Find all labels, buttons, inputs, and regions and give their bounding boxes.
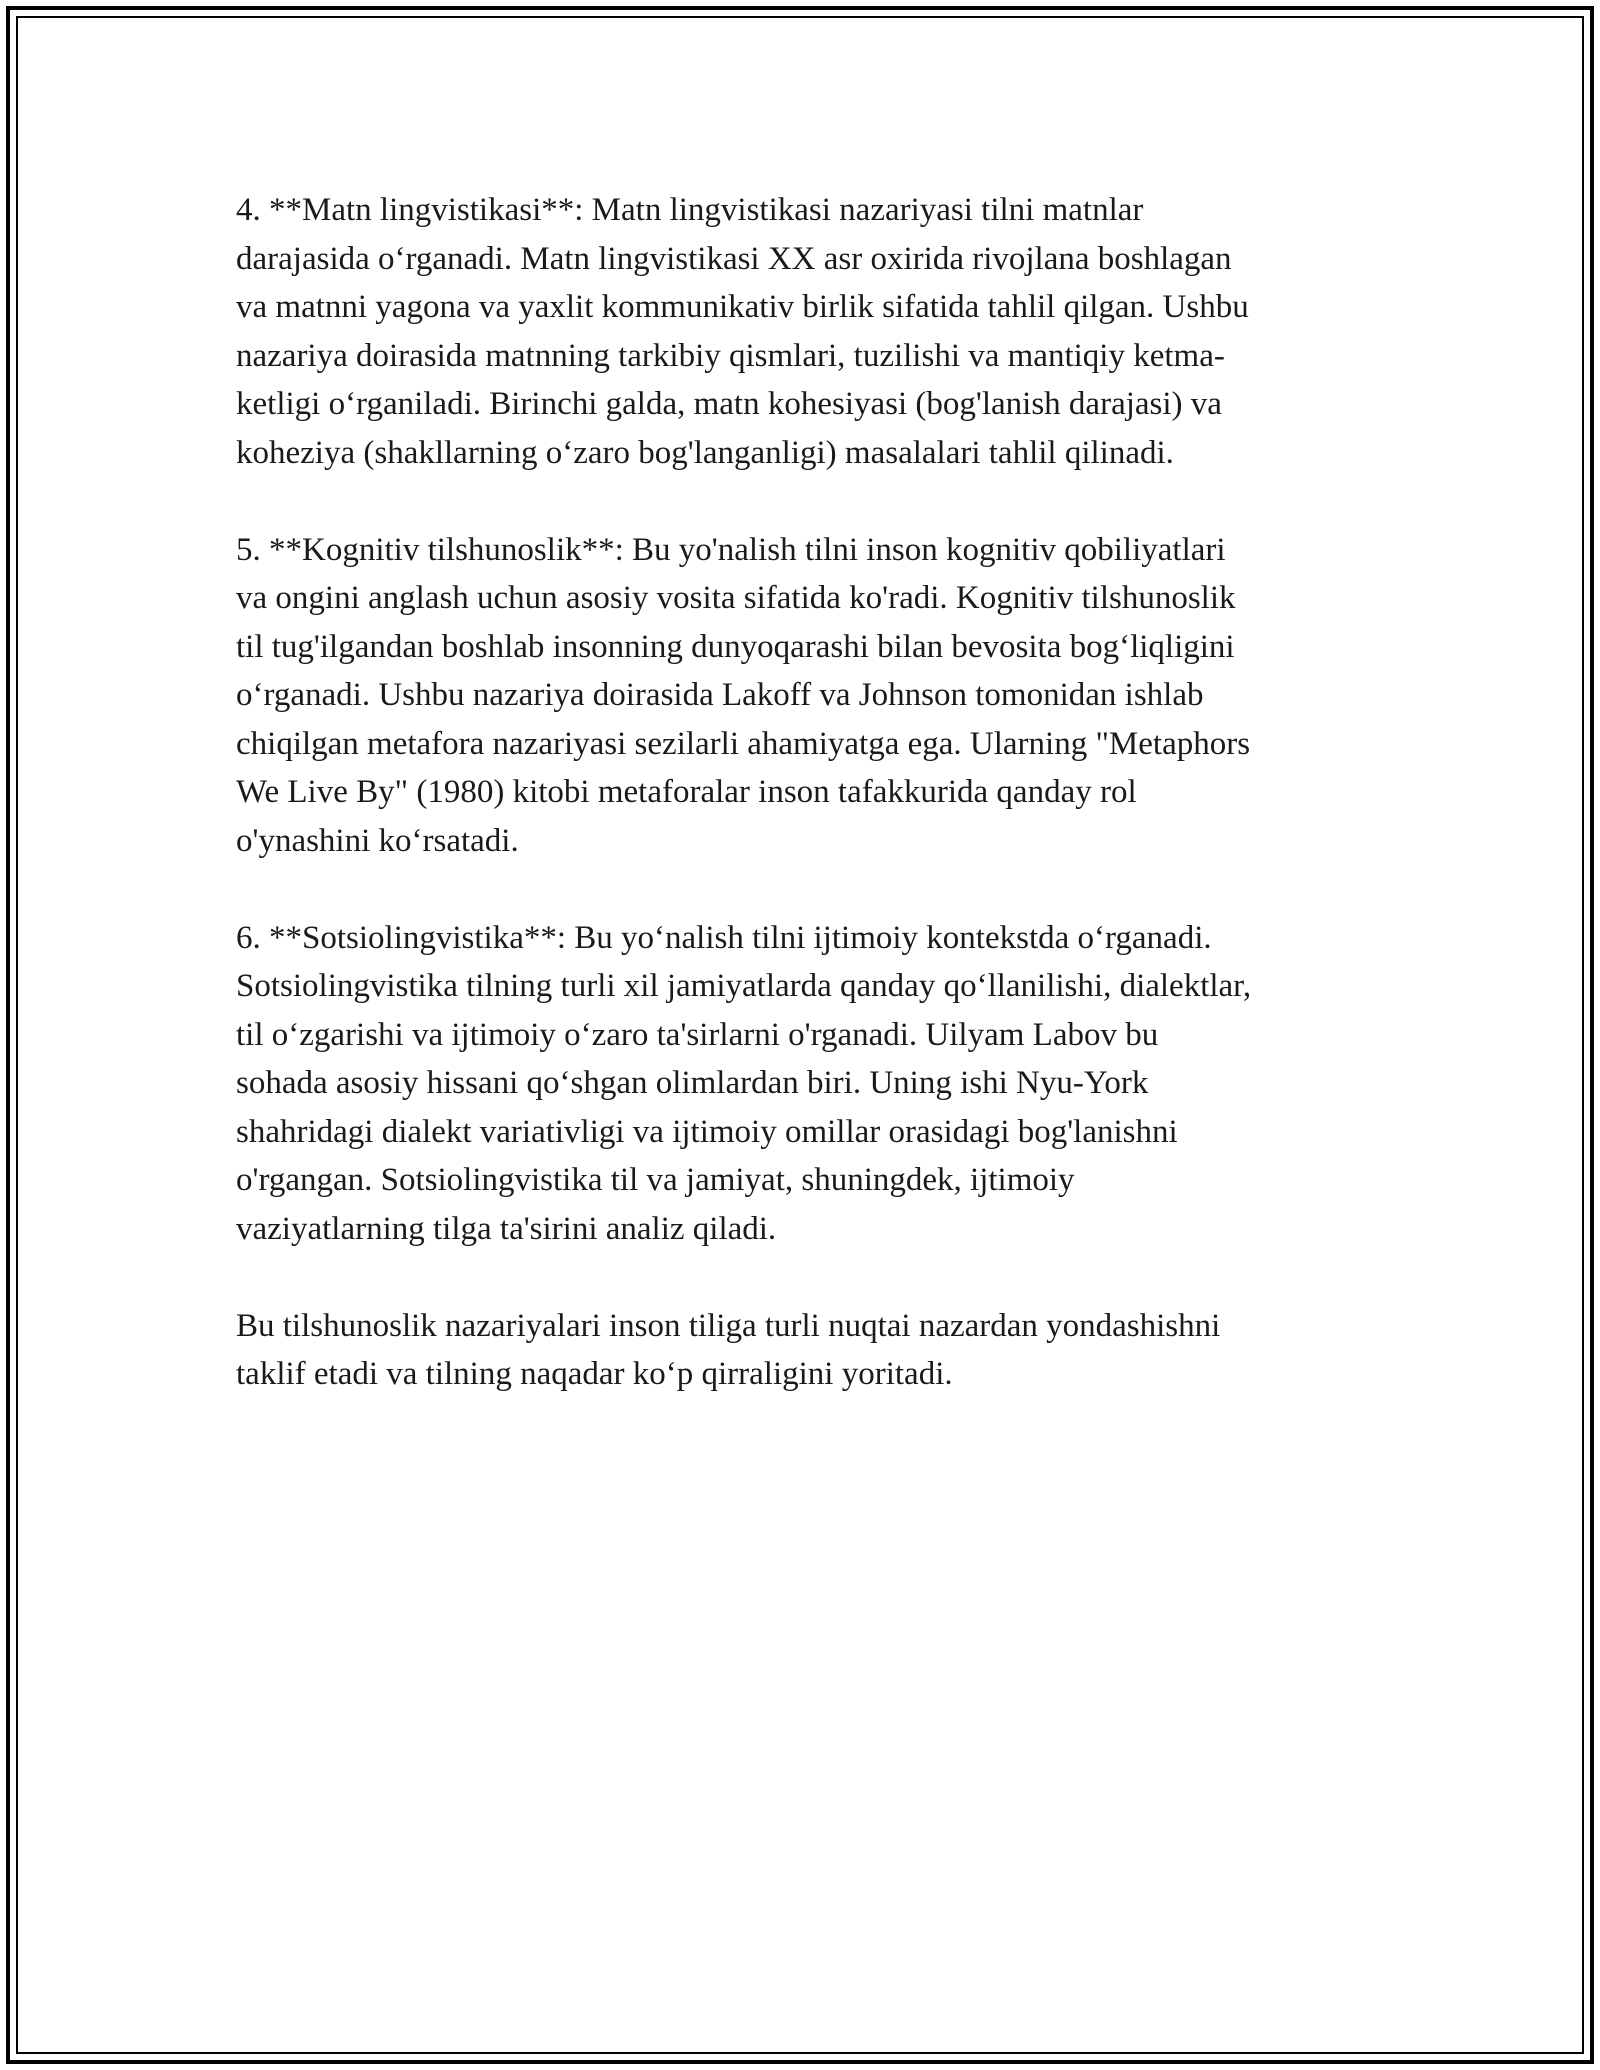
- document-body: [236, 186, 1376, 1447]
- paragraph-kognitiv-tilshunoslik: 5. **Kognitiv tilshunoslik**: Bu yo'nalish tilni inson kognitiv qobiliyatlari va ongini anglash uchun asosiy vosita sifatida ko'radi. Kognitiv tilshunoslik til tug'ilgandan boshlab insonning dunyoqarashi bilan bevosita bog‘liqligini o‘rganadi. Ushbu nazariya doirasida Lakoff va Johnson tomonidan ishlab chiqilgan metafora nazariyasi sezilarli ahamiyatga ega. Ularning "Metaphors We Live By" (1980) kitobi metaforalar inson tafakkurida qanday rol o'ynashini ko‘rsatadi.: [236, 531, 1251, 859]
- paragraph-sotsiolingvistika: 6. **Sotsiolingvistika**: Bu yo‘nalish tilni ijtimoiy kontekstda o‘rganadi. Sotsiolingvistika tilning turli xil jamiyatlarda qanday qo‘llanilishi, dialektlar, til o‘zgarishi va ijtimoiy o‘zaro ta'sirlarni o'rganadi. Uilyam Labov bu sohada asosiy hissani qo‘shgan olimlardan biri. Uning ishi Nyu-York shahridagi dialekt variativligi va ijtimoiy omillar orasidagi bog'lanishni o'rgangan. Sotsiolingvistika til va jamiyat, shuningdek, ijtimoiy vaziyatlarning tilga ta'sirini analiz qiladi.: [236, 919, 1252, 1247]
- paragraph-matn-lingvistikasi: 4. **Matn lingvistikasi**: Matn lingvistikasi nazariyasi tilni matnlar darajasida o‘rganadi. Matn lingvistikasi XX asr oxirida rivojlana boshlagan va matnni yagona va yaxlit kommunikativ birlik sifatida tahlil qilgan. Ushbu nazariya doirasida matnning tarkibiy qismlari, tuzilishi va mantiqiy ketma- ketligi o‘rganiladi. Birinchi galda, matn kohesiyasi (bog'lanish darajasi) va koheziya (shakllarning o‘zaro bog'langanligi) masalalari tahlil qilinadi.: [236, 192, 1249, 471]
- paragraph-conclusion: Bu tilshunoslik nazariyalari inson tiliga turli nuqtai nazardan yondashishni taklif etadi va tilning naqadar ko‘p qirraligini yoritadi.: [236, 1307, 1221, 1392]
